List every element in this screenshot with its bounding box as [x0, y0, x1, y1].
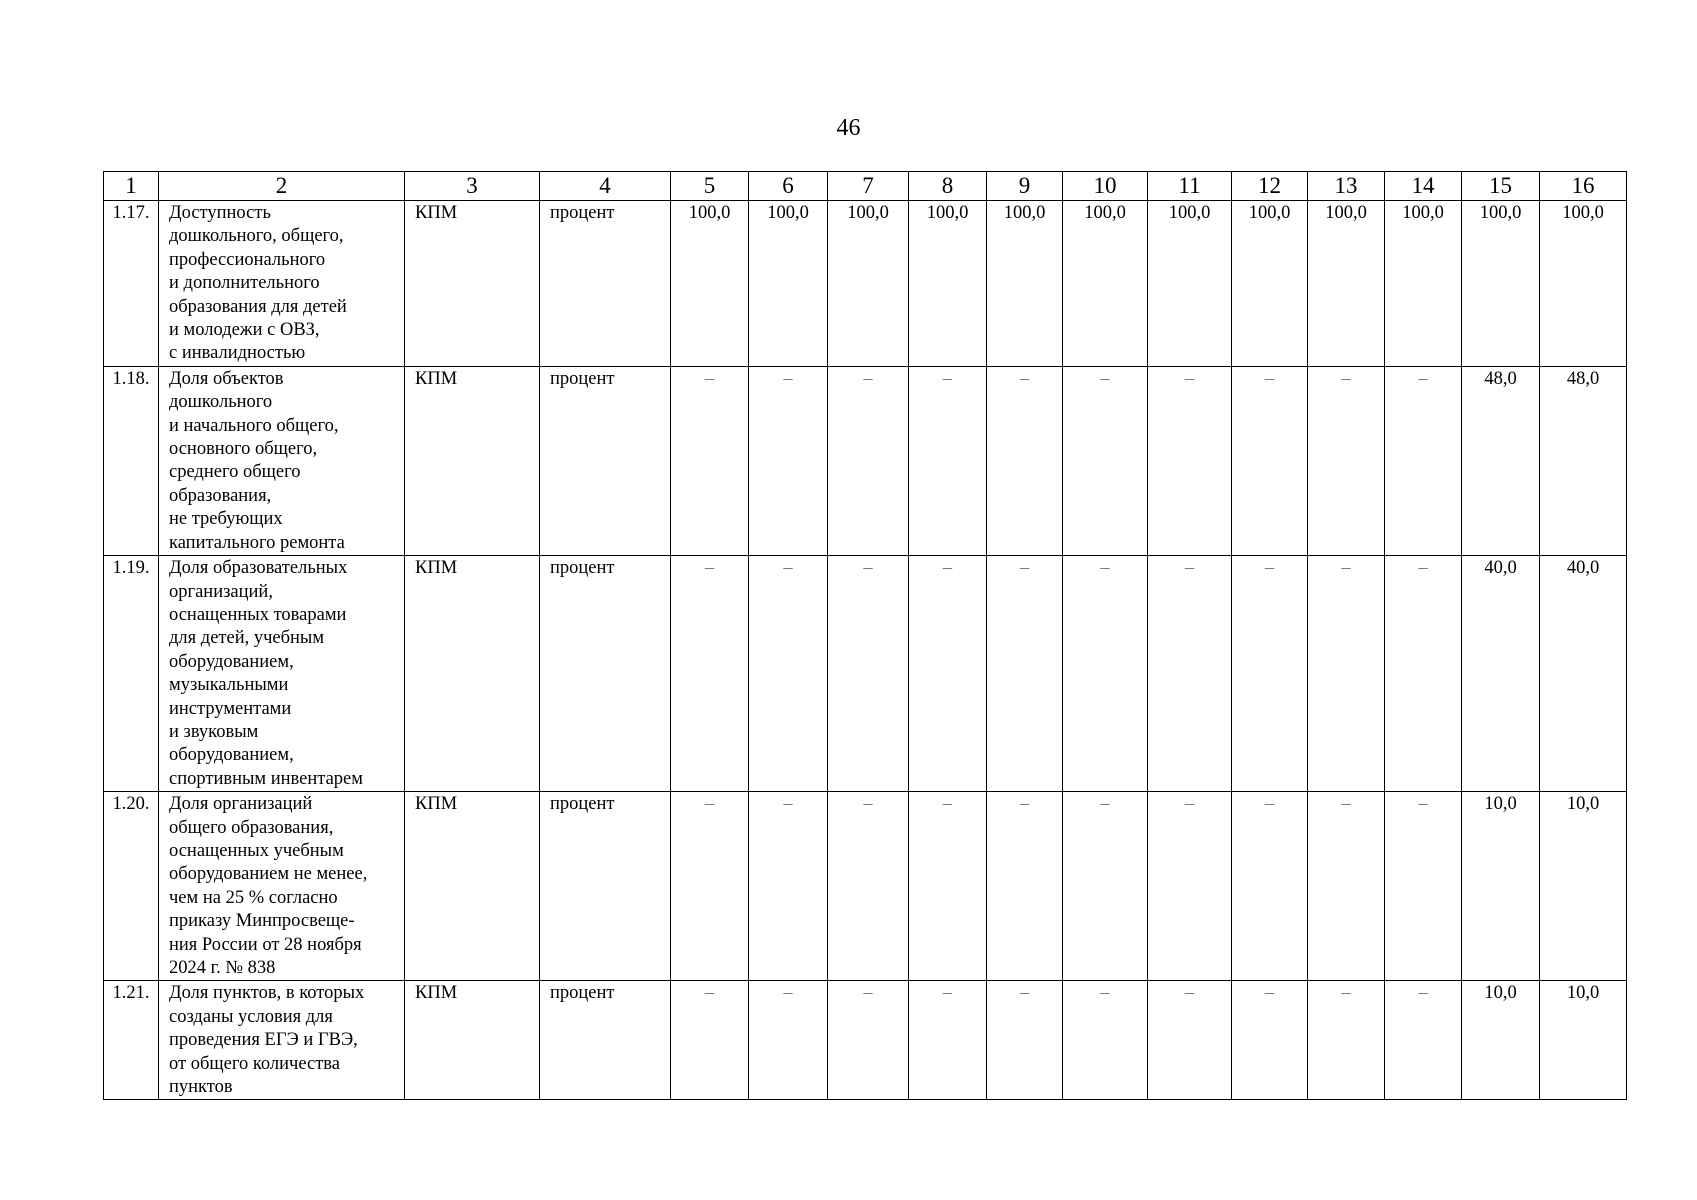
value-cell: – — [1148, 981, 1232, 1100]
indicator-table — [103, 171, 1627, 1100]
indicator-type: КПМ — [405, 981, 540, 1100]
value-cell: 100,0 — [1462, 201, 1540, 367]
value-cell: – — [749, 792, 828, 981]
value-cell: – — [1385, 792, 1462, 981]
column-header-1: 1 — [104, 172, 159, 201]
value-cell: 10,0 — [1462, 792, 1540, 981]
value-cell: 100,0 — [1385, 201, 1462, 367]
value-cell: – — [828, 792, 909, 981]
value-cell: 48,0 — [1462, 366, 1540, 555]
column-header-8: 8 — [909, 172, 987, 201]
column-header-16: 16 — [1540, 172, 1627, 201]
column-header-5: 5 — [671, 172, 749, 201]
value-cell: 40,0 — [1462, 556, 1540, 792]
value-cell: – — [987, 792, 1063, 981]
value-cell: – — [1385, 981, 1462, 1100]
value-cell: – — [671, 366, 749, 555]
value-cell: – — [1063, 556, 1148, 792]
value-cell: – — [1232, 792, 1308, 981]
value-cell: – — [1385, 556, 1462, 792]
column-header-4: 4 — [540, 172, 671, 201]
row-number: 1.18. — [104, 366, 159, 555]
value-cell: – — [909, 366, 987, 555]
value-cell: 100,0 — [987, 201, 1063, 367]
value-cell: – — [909, 792, 987, 981]
value-cell: 100,0 — [1308, 201, 1385, 367]
value-cell: – — [671, 556, 749, 792]
column-header-9: 9 — [987, 172, 1063, 201]
value-cell: – — [1308, 366, 1385, 555]
indicator-type: КПМ — [405, 201, 540, 367]
indicator-type: КПМ — [405, 792, 540, 981]
row-number: 1.20. — [104, 792, 159, 981]
row-number: 1.17. — [104, 201, 159, 367]
value-cell: – — [1385, 366, 1462, 555]
unit-of-measure: процент — [540, 792, 671, 981]
table-row — [104, 981, 1627, 1100]
value-cell: – — [1063, 366, 1148, 555]
value-cell: – — [1308, 981, 1385, 1100]
table-row — [104, 366, 1627, 555]
value-cell: 100,0 — [1148, 201, 1232, 367]
column-header-3: 3 — [405, 172, 540, 201]
value-cell: 100,0 — [1540, 201, 1627, 367]
value-cell: 10,0 — [1540, 981, 1627, 1100]
value-cell: 40,0 — [1540, 556, 1627, 792]
value-cell: 100,0 — [671, 201, 749, 367]
row-number: 1.19. — [104, 556, 159, 792]
indicator-name: Доля объектов дошкольного и начального общего, основного общего, среднего общего образования, не требующих капитального ремонта — [159, 366, 405, 555]
indicator-name: Доступность дошкольного, общего, профессионального и дополнительного образования для детей и молодежи с ОВЗ, с инвалидностью — [159, 201, 405, 367]
value-cell: – — [828, 366, 909, 555]
column-header-12: 12 — [1232, 172, 1308, 201]
value-cell: – — [1308, 792, 1385, 981]
value-cell: 100,0 — [909, 201, 987, 367]
value-cell: – — [1148, 556, 1232, 792]
value-cell: – — [1232, 366, 1308, 555]
value-cell: – — [1232, 981, 1308, 1100]
unit-of-measure: процент — [540, 201, 671, 367]
value-cell: – — [987, 981, 1063, 1100]
value-cell: – — [909, 556, 987, 792]
value-cell: – — [671, 981, 749, 1100]
table-row — [104, 792, 1627, 981]
value-cell: – — [749, 366, 828, 555]
value-cell: – — [1308, 556, 1385, 792]
indicator-type: КПМ — [405, 556, 540, 792]
value-cell: 100,0 — [749, 201, 828, 367]
value-cell: – — [749, 981, 828, 1100]
value-cell: – — [749, 556, 828, 792]
column-header-14: 14 — [1385, 172, 1462, 201]
value-cell: 48,0 — [1540, 366, 1627, 555]
table-row — [104, 556, 1627, 792]
value-cell: – — [909, 981, 987, 1100]
value-cell: – — [1148, 792, 1232, 981]
value-cell: – — [987, 366, 1063, 555]
column-header-11: 11 — [1148, 172, 1232, 201]
column-header-10: 10 — [1063, 172, 1148, 201]
column-header-2: 2 — [159, 172, 405, 201]
value-cell: – — [828, 981, 909, 1100]
value-cell: 10,0 — [1462, 981, 1540, 1100]
unit-of-measure: процент — [540, 366, 671, 555]
page-number: 46 — [836, 115, 861, 141]
value-cell: 10,0 — [1540, 792, 1627, 981]
indicator-name: Доля образовательных организаций, оснащенных товарами для детей, учебным оборудованием, музыкальными инструментами и звуковым оборудованием, спортивным инвентарем — [159, 556, 405, 792]
column-header-13: 13 — [1308, 172, 1385, 201]
value-cell: – — [1063, 792, 1148, 981]
table-row — [104, 201, 1627, 367]
value-cell: – — [1063, 981, 1148, 1100]
value-cell: 100,0 — [828, 201, 909, 367]
indicator-type: КПМ — [405, 366, 540, 555]
value-cell: – — [828, 556, 909, 792]
unit-of-measure: процент — [540, 556, 671, 792]
column-header-7: 7 — [828, 172, 909, 201]
indicator-name: Доля пунктов, в которых созданы условия для проведения ЕГЭ и ГВЭ, от общего количества пунктов — [159, 981, 405, 1100]
value-cell: – — [1148, 366, 1232, 555]
value-cell: – — [987, 556, 1063, 792]
value-cell: 100,0 — [1232, 201, 1308, 367]
indicator-name: Доля организаций общего образования, оснащенных учебным оборудованием не менее, чем на 25 % согласно приказу Минпросвеще- ния России от 28 ноября 2024 г. № 838 — [159, 792, 405, 981]
table-header-row — [104, 172, 1627, 201]
value-cell: 100,0 — [1063, 201, 1148, 367]
column-header-15: 15 — [1462, 172, 1540, 201]
unit-of-measure: процент — [540, 981, 671, 1100]
row-number: 1.21. — [104, 981, 159, 1100]
value-cell: – — [1232, 556, 1308, 792]
column-header-6: 6 — [749, 172, 828, 201]
value-cell: – — [671, 792, 749, 981]
